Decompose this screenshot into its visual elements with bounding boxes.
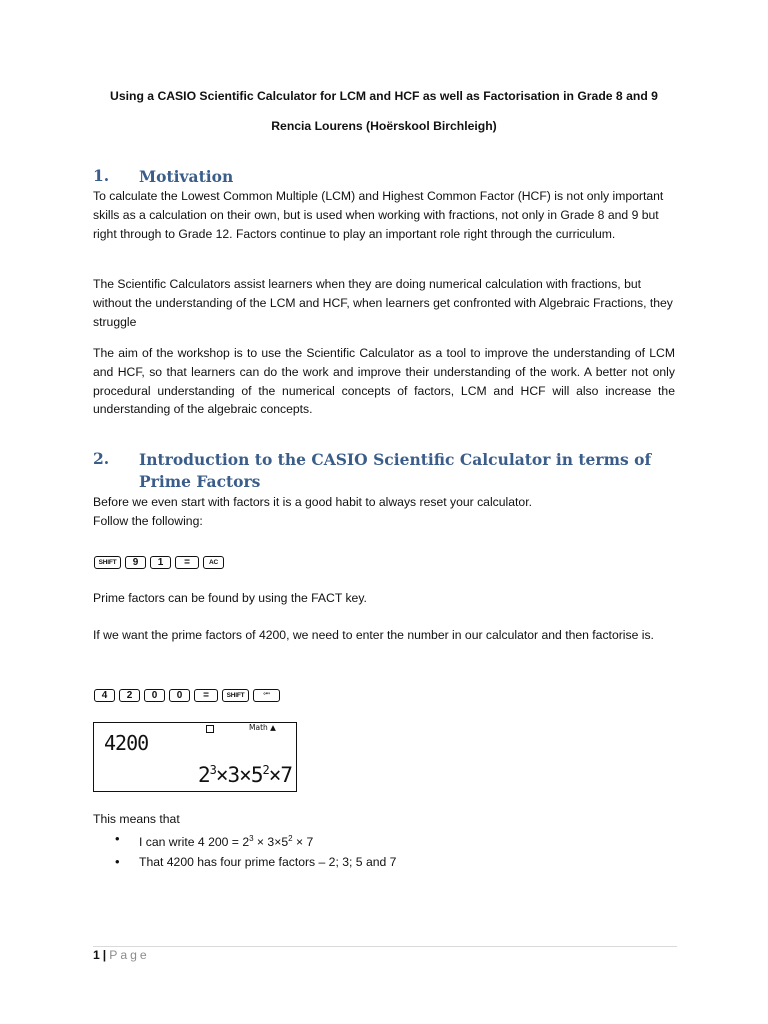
- section-2-paragraph-3: If we want the prime factors of 4200, we need to enter the number in our calculator and then factorise is.: [93, 628, 654, 642]
- shift-key-icon: SHIFT: [94, 556, 121, 569]
- footer-divider: [93, 946, 677, 947]
- fact-key-sequence: [94, 689, 280, 702]
- conclusion-list: [93, 829, 653, 872]
- section-2-title: Introduction to the CASIO Scientific Calculator in terms of Prime Factors: [139, 450, 652, 491]
- section-2-paragraph-1: Before we even start with factors it is a good habit to always reset your calculator.: [93, 495, 532, 509]
- section-2-paragraph-4: This means that: [93, 812, 180, 826]
- list-item: • I can write 4 $200 = 2^3 \times 3\times 5^2 \times 7$: [93, 829, 653, 852]
- footer-separator: |: [102, 948, 107, 962]
- section-1-paragraph-2: The Scientific Calculators assist learners when they are doing numerical calculation with fractions, but without the understanding of the LCM and HCF, when learners get confronted with Algebraic Fractions, they struggle: [93, 277, 673, 329]
- screen-result: $2^3\times 3\times 5^2\times 7$: [198, 763, 292, 787]
- key-9-icon: 9: [125, 556, 146, 569]
- equals-key-icon: =: [175, 556, 199, 569]
- page-footer: [93, 948, 150, 962]
- document-title: Using a CASIO Scientific Calculator for LCM and HCF as well as Factorisation in Grade 8 and 9: [110, 89, 658, 103]
- section-1-paragraph-3: The aim of the workshop is to use the Scientific Calculator as a tool to improve the understanding of LCM and HCF, so that learners can do the work and improve their understanding of the work. A better not only procedural understanding of the numerical concepts of factors, LCM and HCF will also increase the understanding of the algebraic concepts.: [93, 346, 675, 417]
- section-2-paragraph-1b: Follow the following:: [93, 514, 203, 528]
- list-item: • That 4200 has four prime factors – 2; 3; 5 and 7: [93, 852, 653, 872]
- degree-mode-indicator-icon: [206, 725, 214, 733]
- shift-key-icon: SHIFT: [222, 689, 249, 702]
- page-label: Page: [109, 948, 150, 962]
- key-4-icon: 4: [94, 689, 115, 702]
- math-mode-indicator: Math ▲: [249, 723, 276, 732]
- key-0-icon: 0: [144, 689, 165, 702]
- key-2-icon: 2: [119, 689, 140, 702]
- ac-key-icon: AC: [203, 556, 224, 569]
- key-0-icon: 0: [169, 689, 190, 702]
- document-author: Rencia Lourens (Hoërskool Birchleigh): [271, 119, 497, 133]
- section-2-paragraph-2: Prime factors can be found by using the FACT key.: [93, 591, 367, 605]
- section-1-paragraph-1: To calculate the Lowest Common Multiple (LCM) and Highest Common Factor (HCF) is not only important skills as a calculation on their own, but is used when working with fractions, not only in Grade 8 and 9 but right through to Grade 12. Factors continue to play an important role right through the curriculum.: [93, 189, 664, 241]
- page-number: 1: [93, 948, 100, 962]
- section-2-number: 2.: [93, 449, 110, 468]
- section-1-title: Motivation: [139, 167, 234, 186]
- calculator-screen: [93, 722, 297, 792]
- fact-degree-key-icon: °''': [253, 689, 280, 702]
- screen-input: 4200: [104, 731, 149, 755]
- reset-key-sequence: [94, 556, 224, 569]
- key-1-icon: 1: [150, 556, 171, 569]
- equals-key-icon: =: [194, 689, 218, 702]
- section-1-number: 1.: [93, 166, 110, 185]
